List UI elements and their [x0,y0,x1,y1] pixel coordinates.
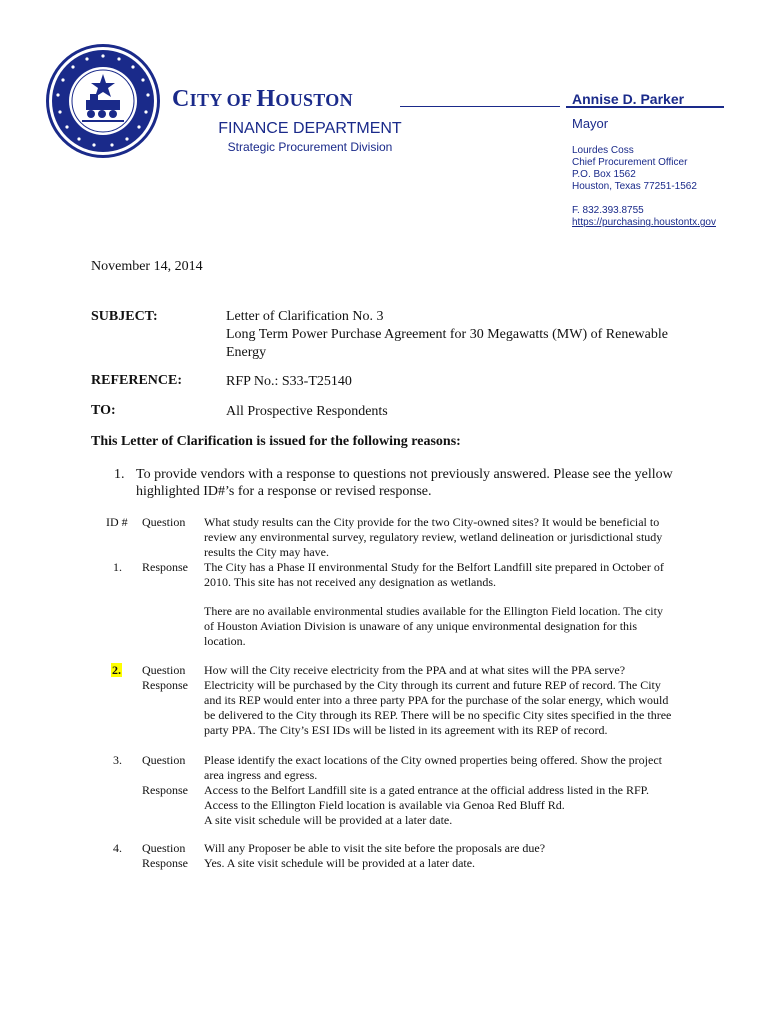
text-line: The City has a Phase II environmental Study for the Belfort Landfill site prepared in October of [204,560,664,574]
text-line: and its REP would enter into a three party PPA for the purchase of the solar energy, which would [204,693,669,707]
response-label: Response [142,856,188,870]
text-line: A site visit schedule will be provided at a later date. [204,813,453,827]
reference-label: REFERENCE: [91,373,183,388]
mayor-name: Annise D. Parker [572,91,685,107]
text-line: Please identify the exact locations of the City owned properties being offered. Show the project [204,753,662,767]
finance-department-label: FINANCE DEPARTMENT [218,120,402,137]
question-label: Question [142,841,186,855]
response-text [204,604,694,649]
city-of-houston-title: CITY OF HOUSTON [172,86,353,112]
contact-city: Houston, Texas 77251-1562 [572,181,697,192]
purchasing-link[interactable]: https://purchasing.houstontx.gov [572,217,716,228]
reason-text [136,466,696,500]
highlight-id: 2. [112,663,121,677]
question-text [204,753,694,783]
text-line: Yes. A site visit schedule will be provided at a later date. [204,856,476,870]
question-text [204,841,694,856]
text-line: 2010. This site has not received any designation as wetlands. [204,575,497,589]
letter-date: November 14, 2014 [91,259,203,274]
subject-value [226,308,686,362]
response-text [204,783,694,828]
contact-box: P.O. Box 1562 [572,169,636,180]
mayor-title: Mayor [572,116,609,131]
contact-title: Chief Procurement Officer [572,157,688,168]
text-line: location. [204,634,246,648]
text-line: Access to the Belfort Landfill site is a gated entrance at the official address listed in the RFP. [204,783,649,797]
reasons-heading: This Letter of Clarification is issued for the following reasons: [91,434,461,449]
question-text [204,663,694,678]
to-value: All Prospective Respondents [226,404,388,419]
item-id: 3. [113,753,122,767]
response-text [204,856,694,871]
to-label: TO: [91,403,116,418]
question-label: Question [142,663,186,677]
response-label: Response [142,560,188,574]
title-rule [400,106,560,107]
response-label: Response [142,678,188,692]
item-id-highlighted [111,663,122,678]
city-seal-logo [44,42,162,160]
response-text [204,678,694,738]
response-text [204,560,694,590]
contact-fax: F. 832.393.8755 [572,205,644,216]
id-column-header: ID # [106,515,128,529]
subject-line: Energy [226,345,267,360]
text-line: results the City may have. [204,545,329,559]
question-label: Question [142,753,186,767]
text-line: review any environmental survey, regulatory review, wetland delineation or jurisdictional study [204,530,663,544]
text-line: There are no available environmental studies available for the Ellington Field location. The city [204,604,663,618]
reason-line: highlighted ID#’s for a response or revised response. [136,484,432,499]
text-line: area ingress and egress. [204,768,318,782]
contact-name: Lourdes Coss [572,145,634,156]
text-line: party PPA. The City’s ESI IDs will be listed in its agreement with its REP of record. [204,723,608,737]
text-line: Will any Proposer be able to visit the site before the proposals are due? [204,841,546,855]
text-line: What study results can the City provide for the two City-owned sites? It would be beneficial to [204,515,660,529]
reason-number: 1. [114,467,125,482]
text-line: be delivered to the City through its REP. There will be no specific City sites specified in the three [204,708,672,722]
reference-value: RFP No.: S33-T25140 [226,374,352,389]
response-label: Response [142,783,188,797]
division-label: Strategic Procurement Division [227,140,393,154]
question-label: Question [142,515,186,529]
item-id: 1. [113,560,122,574]
text-line: of Houston Aviation Division is unaware of any unique environmental designation for this [204,619,638,633]
subject-line: Long Term Power Purchase Agreement for 30 Megawatts (MW) of Renewable [226,327,668,342]
subject-label: SUBJECT: [91,309,158,324]
subject-line: Letter of Clarification No. 3 [226,309,384,324]
text-line: How will the City receive electricity from the PPA and at what sites will the PPA serve? [204,663,626,677]
reason-line: To provide vendors with a response to questions not previously answered. Please see the yellow [136,467,673,482]
question-text [204,515,694,560]
item-id: 4. [113,841,122,855]
text-line: Access to the Ellington Field location is available via Genoa Red Bluff Rd. [204,798,565,812]
text-line: Electricity will be purchased by the City through its current and future REP of record. The City [204,678,661,692]
